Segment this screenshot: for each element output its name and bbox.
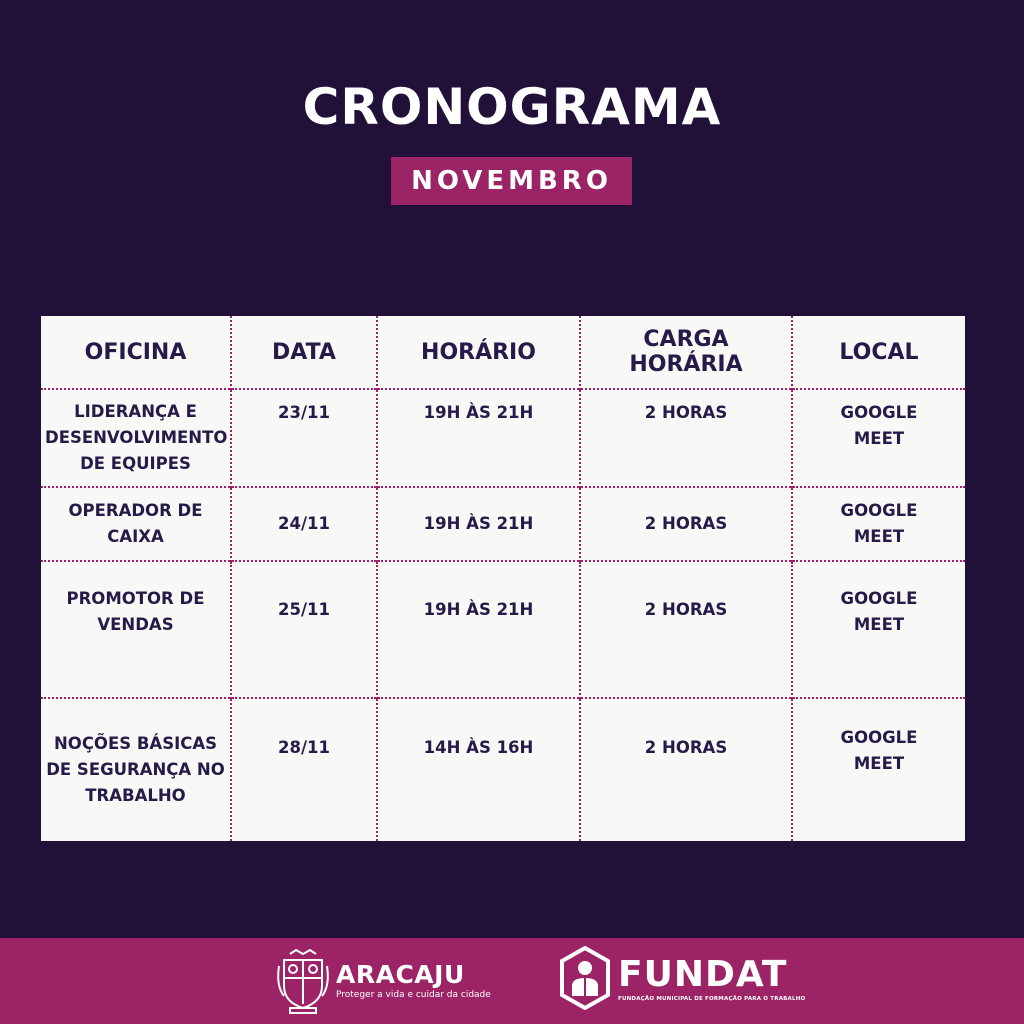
cell-oficina: PROMOTOR DE VENDAS — [41, 561, 231, 698]
fundat-logo-icon — [560, 946, 610, 1010]
cell-local: GOOGLE MEET — [792, 698, 965, 841]
cell-horario: 14H ÀS 16H — [377, 698, 580, 841]
footer-bar — [0, 938, 1024, 1024]
cell-horario: 19H ÀS 21H — [377, 389, 580, 487]
table-row — [41, 561, 965, 698]
fundat-subtitle: FUNDAÇÃO MUNICIPAL DE FORMAÇÃO PARA O TRABALHO — [618, 996, 806, 1002]
aracaju-name: ARACAJU — [336, 960, 465, 989]
cell-data: 24/11 — [231, 487, 377, 561]
column-header-local: LOCAL — [792, 316, 965, 389]
cell-local: GOOGLE MEET — [792, 487, 965, 561]
cell-horario: 19H ÀS 21H — [377, 487, 580, 561]
aracaju-slogan: Proteger a vida e cuidar da cidade — [336, 990, 491, 1000]
cell-carga: 2 HORAS — [580, 698, 792, 841]
aracaju-logo — [276, 946, 491, 1016]
cell-carga: 2 HORAS — [580, 389, 792, 487]
cell-carga: 2 HORAS — [580, 487, 792, 561]
schedule-table — [41, 316, 965, 841]
cell-data: 25/11 — [231, 561, 377, 698]
cell-data: 28/11 — [231, 698, 377, 841]
cell-carga: 2 HORAS — [580, 561, 792, 698]
table-row — [41, 698, 965, 841]
cell-local: GOOGLE MEET — [792, 389, 965, 487]
column-header-data: DATA — [231, 316, 377, 389]
cell-oficina: NOÇÕES BÁSICAS DE SEGURANÇA NO TRABALHO — [41, 698, 231, 841]
aracaju-crest-icon — [276, 946, 330, 1014]
column-header-carga-horaria: CARGA HORÁRIA — [580, 316, 792, 389]
cell-data: 23/11 — [231, 389, 377, 487]
table-row — [41, 389, 965, 487]
fundat-name: FUNDAT — [618, 954, 788, 995]
cell-oficina: OPERADOR DE CAIXA — [41, 487, 231, 561]
cell-horario: 19H ÀS 21H — [377, 561, 580, 698]
column-header-oficina: OFICINA — [84, 339, 187, 365]
table-header-row — [41, 316, 965, 389]
column-header-horario: HORÁRIO — [377, 316, 580, 389]
fundat-logo — [560, 944, 806, 1016]
month-badge: NOVEMBRO — [391, 157, 632, 205]
page-title: CRONOGRAMA — [302, 78, 722, 136]
cell-oficina: LIDERANÇA E DESENVOLVIMENTO DE EQUIPES — [41, 389, 231, 487]
cell-local: GOOGLE MEET — [792, 561, 965, 698]
table-row — [41, 487, 965, 561]
